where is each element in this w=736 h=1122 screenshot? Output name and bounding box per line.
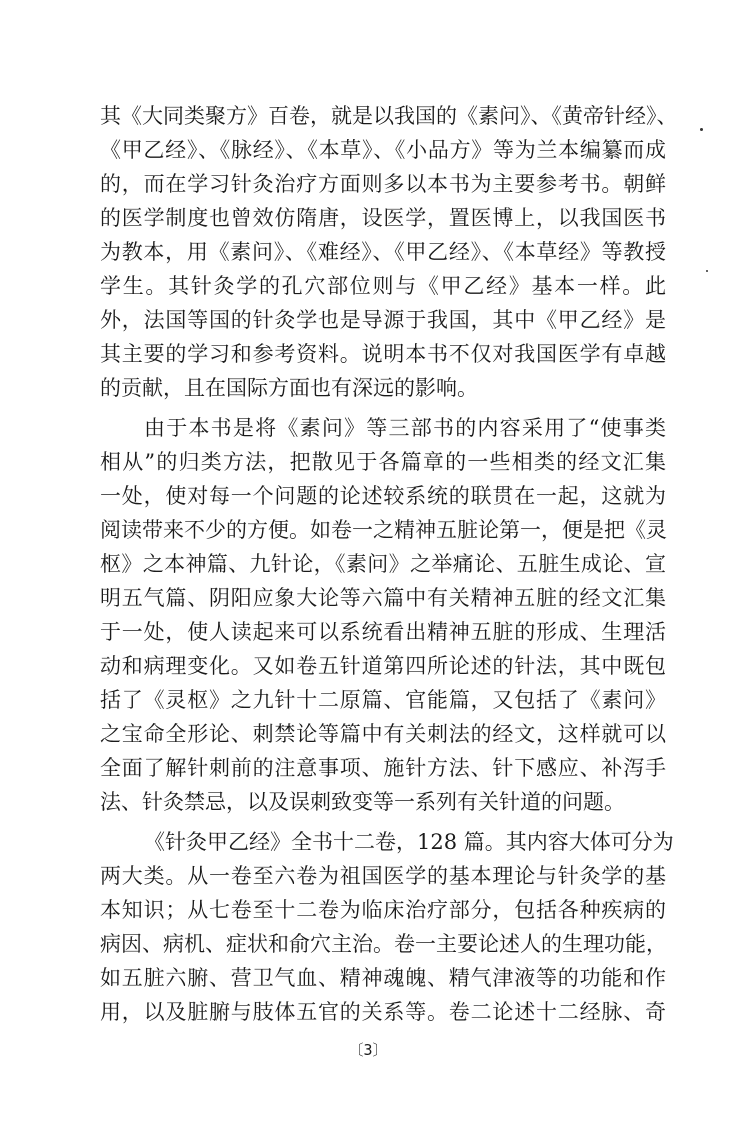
scan-speck <box>700 128 703 131</box>
text-line-23: 两大类。从一卷至六卷为祖国医学的基本理论与针灸学的基 <box>100 864 666 888</box>
text-line-5: 为教本，用《素问》、《难经》、《甲乙经》、《本草经》等教授 <box>100 240 666 264</box>
text-line-6: 学生。其针灸学的孔穴部位则与《甲乙经》基本一样。此 <box>100 274 666 298</box>
text-line-27: 用，以及脏腑与肢体五官的关系等。卷二论述十二经脉、奇 <box>100 1000 666 1024</box>
text-line-14: 枢》之本神篇、九针论，《素问》之举痛论、五脏生成论、宣 <box>100 552 666 576</box>
text-line-24: 本知识；从七卷至十二卷为临床治疗部分，包括各种疾病的 <box>100 898 666 922</box>
text-line-9: 的贡献，且在国际方面也有深远的影响。 <box>100 376 478 400</box>
text-line-2: 《甲乙经》、《脉经》、《本草》、《小品方》等为兰本编纂而成 <box>100 138 666 162</box>
text-line-25: 病因、病机、症状和俞穴主治。卷一主要论述人的生理功能， <box>100 932 667 956</box>
text-line-16: 于一处，使人读起来可以系统看出精神五脏的形成、生理活 <box>100 620 666 644</box>
text-line-19: 之宝命全形论、刺禁论等篇中有关刺法的经文，这样就可以 <box>100 722 666 746</box>
text-line-15: 明五气篇、阴阳应象大论等六篇中有关精神五脏的经文汇集 <box>100 586 666 610</box>
text-line-22: 《针灸甲乙经》全书十二卷，128 篇。其内容大体可分为 <box>144 830 674 854</box>
scan-speck <box>706 270 708 272</box>
text-line-17: 动和病理变化。又如卷五针道第四所论述的针法，其中既包 <box>100 654 666 678</box>
text-line-7: 外，法国等国的针灸学也是导源于我国，其中《甲乙经》是 <box>100 308 666 332</box>
text-line-18: 括了《灵枢》之九针十二原篇、官能篇，又包括了《素问》 <box>100 688 666 712</box>
text-line-26: 如五脏六腑、营卫气血、精神魂魄、精气津液等的功能和作 <box>100 966 666 990</box>
text-line-11: 相从”的归类方法，把散见于各篇章的一些相类的经文汇集 <box>100 450 666 474</box>
text-line-3: 的，而在学习针灸治疗方面则多以本书为主要参考书。朝鲜 <box>100 172 666 196</box>
text-line-8: 其主要的学习和参考资料。说明本书不仅对我国医学有卓越 <box>100 342 666 366</box>
page-number: 〔3〕 <box>348 1041 388 1059</box>
text-line-1: 其《大同类聚方》百卷，就是以我国的《素问》、《黄帝针经》、 <box>100 104 678 128</box>
text-line-21: 法、针灸禁忌，以及误刺致变等一系列有关针道的问题。 <box>100 790 625 814</box>
text-line-10: 由于本书是将《素问》等三部书的内容采用了“使事类 <box>144 416 666 440</box>
text-line-13: 阅读带来不少的方便。如卷一之精神五脏论第一，便是把《灵 <box>100 518 667 542</box>
text-line-4: 的医学制度也曾效仿隋唐，设医学，置医博上，以我国医书 <box>100 206 666 230</box>
text-line-20: 全面了解针刺前的注意事项、施针方法、针下感应、补泻手 <box>100 756 666 780</box>
text-line-12: 一处，使对每一个问题的论述较系统的联贯在一起，这就为 <box>100 484 666 508</box>
